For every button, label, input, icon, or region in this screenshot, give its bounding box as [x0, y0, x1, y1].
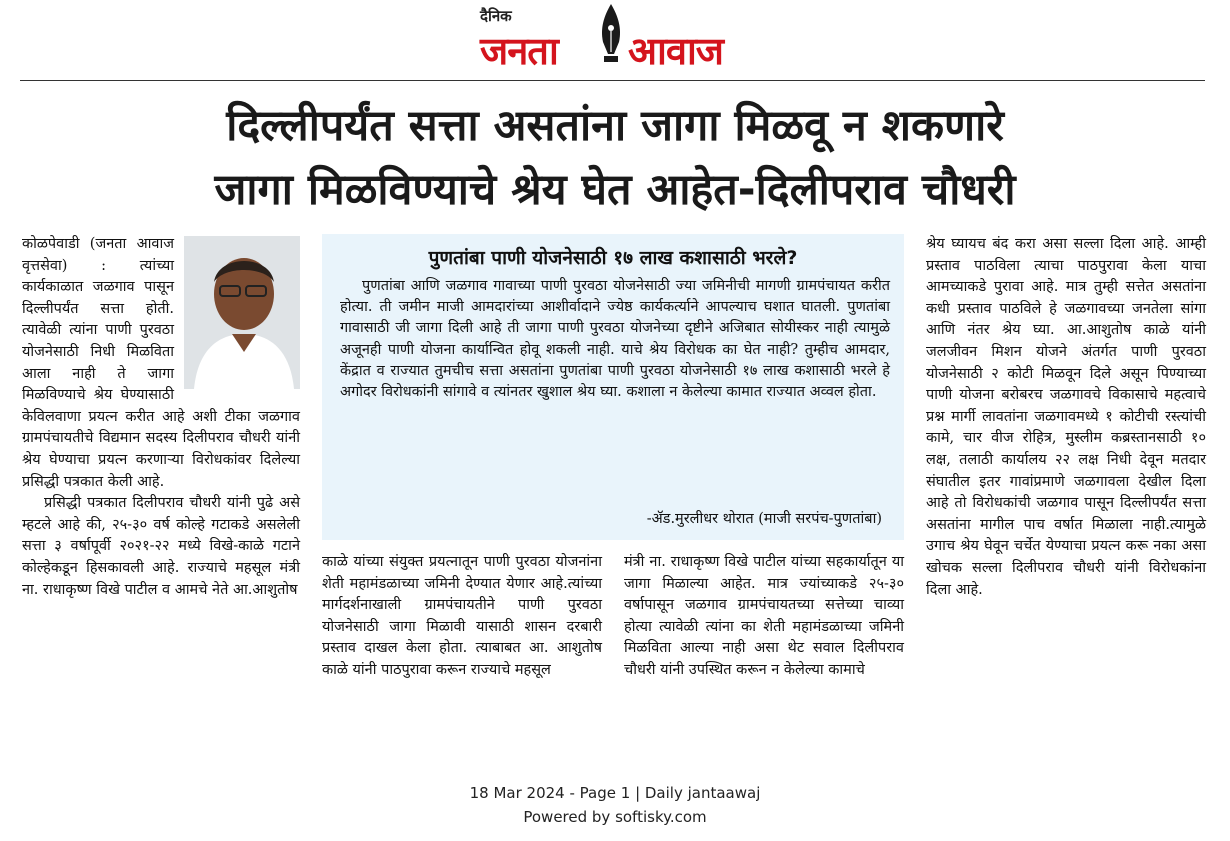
sidebar-signature: -ॲड.मुरलीधर थोरात (माजी सरपंच-पुणतांबा)	[646, 511, 882, 527]
fountain-pen-icon	[594, 2, 628, 66]
sidebar-title: पुणतांबा पाणी योजनेसाठी १७ लाख कशासाठी भरले?	[428, 247, 798, 269]
headline-line-2: जागा मिळविण्याचे श्रेय घेत आहेत-दिलीपराव चौधरी	[214, 165, 1016, 215]
article-paragraph: काळे यांच्या संयुक्त प्रयत्नातून पाणी पुरवठा योजनांना शेती महामंडळाच्या जमिनी देण्यात येणार आहे.त्यांच्या मार्गदर्शनाखाली ग्रामपंचायतीने पाणी पुरवठा योजनेसाठी जागा मिळावी यासाठी शासन दरबारी प्रस्ताव दाखल केला होता. त्याबाबत आ. आशुतोष काळे यांनी पाठपुरावा करून राज्याचे महसूल	[322, 554, 602, 678]
article-paragraph: श्रेय घ्यायच बंद करा असा सल्ला दिला आहे. आम्ही प्रस्ताव पाठविला त्याचा पाठपुरावा केला याचा आमच्याकडे पुरावा आहे. मात्र तुम्ही सत्तेत असतांना कधी प्रस्ताव पाठविले हे जळगावच्या जनतेला सांगा आणि नंतर श्रेय घ्या. आ.आशुतोष काळे यांनी जलजीवन मिशन योजने अंतर्गत पाणी पुरवठा योजनेसाठी २ कोटी मिळवून दिले असून पिण्याच्या पाणी योजना बरोबरच जळगावचे विकासाचे महत्वाचे प्रश्न मार्गी लावतांना जळगावमध्ये १ कोटीची रस्त्यांची कामे, चार वीज रोहित्र, मुस्लीम कब्रस्तानसाठी १० लक्ष, तलाठी कार्यालय २२ लक्ष निधी देवून मतदार संघातील इतर गावांप्रमाणे जळगावला देखील दिला आहे तो विरोधकांची जळगाव पासून दिल्लीपर्यंत सत्ता असतांना मागील पाच वर्षात मिळाला नाही.त्यामुळे उगाच श्रेय घेवून चर्चेत येण्याचा प्रयत्न करू नका असा खोचक सल्ला दिलीपराव चौधरी यांनी विरोधकांना दिला आहे.	[926, 236, 1206, 598]
article-column-3	[624, 552, 904, 682]
article-paragraph: मंत्री ना. राधाकृष्ण विखे पाटील यांच्या सहकार्यातून या जागा मिळाल्या आहेत. मात्र ज्यांच्याकडे २५-३० वर्षापासून जळगाव ग्रामपंचायतच्या सत्तेच्या चाव्या होत्या त्यावेळी त्यांना का शेती महामंडळाच्या जमिनी मिळविता आल्या नाही असा थेट सवाल दिलीपराव चौधरी यांनी उपस्थित करून न केलेल्या कामाचे	[624, 554, 904, 678]
masthead-title-left: जनता	[480, 29, 558, 73]
sidebar-body: पुणतांबा आणि जळगाव गावाच्या पाणी पुरवठा योजनेसाठी ज्या जमिनीची मागणी ग्रामपंचायत करीत होत्या. ती जमीन माजी आमदारांच्या आशीर्वादाने ज्येष्ठ कार्यकर्त्याने आपल्याच घशात घातली. पुणतांबा गावासाठी जी जागा दिली आहे ती जागा पाणी पुरवठा योजनेच्या दृष्टीने अजिबात सोयीस्कर नाही त्यामुळे अजूनही पाणी योजना कार्यान्वित होवू शकली नाही. याचे श्रेय विरोधक का घेत नाही? तुम्हीच आमदार, केंद्रात व राज्यात तुमचीच सत्ता असतांना पुणतांबा पाणी पुरवठा योजनेसाठी १७ लाख कशासाठी भरले हे अगोदर विरोधकांनी सांगावे व त्यांनतर खुशाल श्रेय घ्या. कशाला न केलेल्या कामात राज्यात अव्वल होता.	[340, 278, 890, 401]
article-paragraph: प्रसिद्धी पत्रकात दिलीपराव चौधरी यांनी पुढे असे म्हटले आहे की, २५-३० वर्ष कोल्हे गटाकडे असलेली सत्ता ३ वर्षापूर्वी २०२१-२२ मध्ये विखे-काळे गटाने कोल्हेकडून हिसकावली आहे. राज्याचे महसूल मंत्री ना. राधाकृष्ण विखे पाटील व आमचे नेते आ.आशुतोष	[22, 495, 300, 598]
masthead-daily-label: दैनिक	[480, 7, 512, 25]
reporter-photo	[184, 236, 300, 389]
sidebar-quote-box	[322, 234, 904, 540]
powered-by-link[interactable]: Powered by softisky.com	[523, 808, 707, 826]
masthead-title-right: आवाज	[628, 29, 724, 73]
page-info: 18 Mar 2024 - Page 1 | Daily jantaawaj	[469, 784, 761, 802]
top-divider	[20, 80, 1205, 81]
article-column-4	[926, 234, 1206, 601]
article-column-2	[322, 552, 602, 682]
masthead-logo	[470, 2, 770, 74]
person-photo-icon	[184, 236, 300, 389]
headline-line-1: दिल्लीपर्यंत सत्ता असतांना जागा मिळवू न शकणारे	[226, 101, 1004, 151]
article-paragraph: कोळपेवाडी (जनता आवाज वृत्तसेवा) : त्यांच्या कार्यकाळात जळगाव पासून दिल्लीपर्यंत सत्ता होती. त्यावेळी त्यांना पाणी पुरवठा योजनेसाठी निधी मिळविता आला नाही ते जागा मिळविण्याचे श्रेय घेण्यासाठी केविलवाणा प्रयत्न करीत आहे अशी टीका जळगाव ग्रामपंचायतीचे विद्यमान सदस्य दिलीपराव चौधरी यांनी श्रेय घेण्याचा प्रयत्न करणाऱ्या विरोधकांवर दिलेल्या प्रसिद्धी पत्रकात केली आहे.	[22, 236, 300, 490]
article-column-1	[22, 234, 300, 601]
